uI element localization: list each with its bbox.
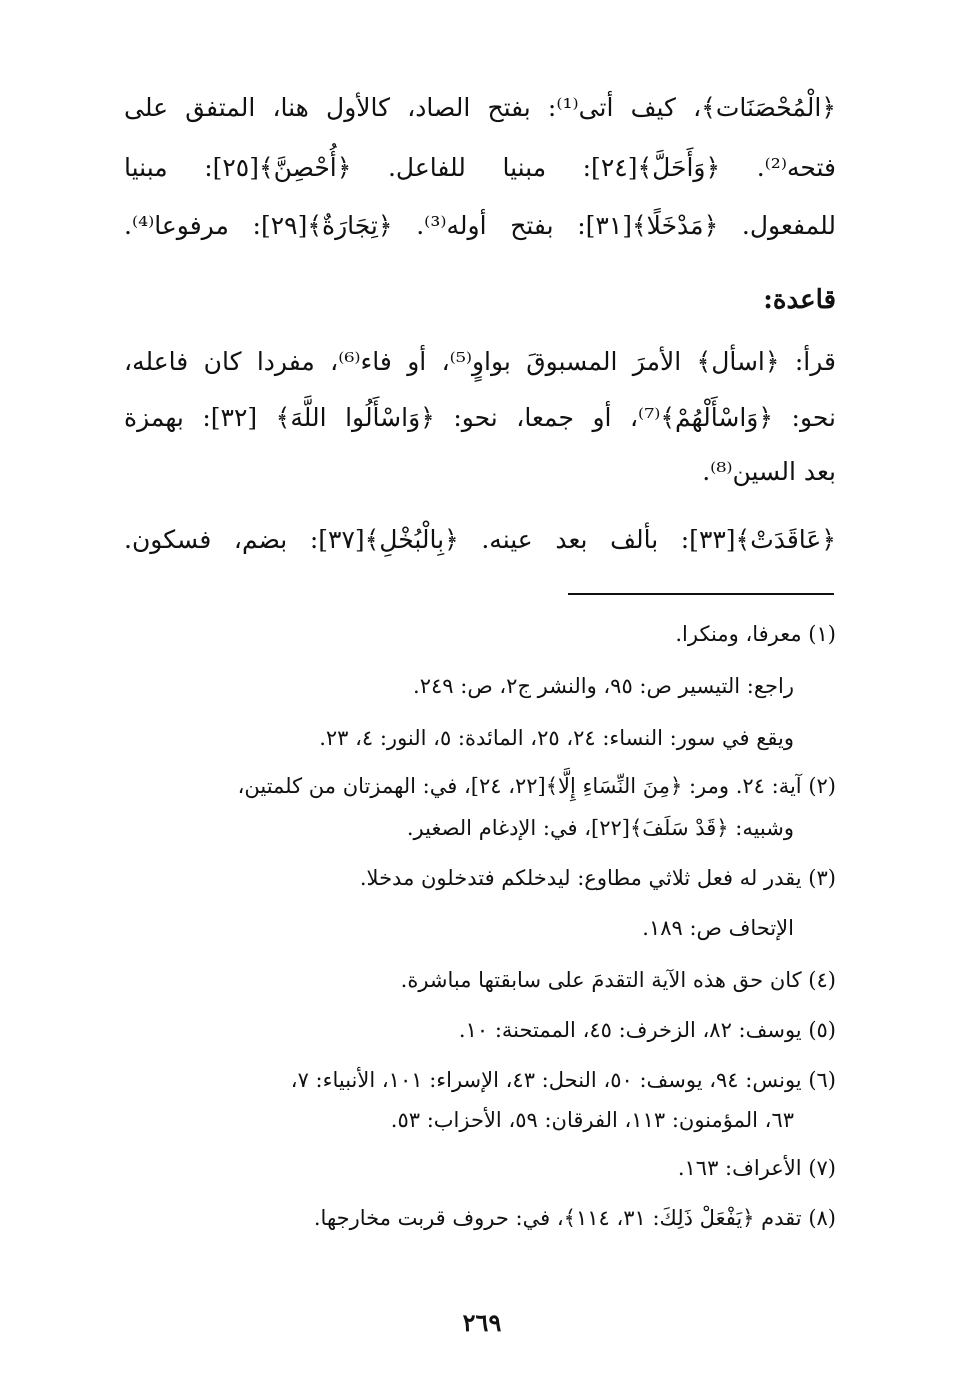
page-number: ٢٦٩ <box>462 1308 502 1337</box>
footnote-line: (٢) آية: ٢٤. ومر: ﴿مِنَ النِّسَاءِ إِلَّا﴾[٢٢، ٢٤]، في: الهمزتان من كلمتين، <box>237 774 836 798</box>
footnote-line: (٣) يقدر له فعل ثلاثي مطاوع: ليدخلكم فتدخلون مدخلا. <box>359 866 836 890</box>
footnote-line: (١) معرفا، ومنكرا. <box>675 622 836 646</box>
footnote-line: ٦٣، المؤمنون: ١١٣، الفرقان: ٥٩، الأحزاب: ٥٣. <box>390 1108 794 1132</box>
section-heading: قاعدة: <box>763 285 836 315</box>
footnote-line: راجع: التيسير ص: ٩٥، والنشر ج٢، ص: ٢٤٩. <box>413 674 794 698</box>
body-line: نحو: ﴿وَاسْأَلْهُمْ﴾⁽⁷⁾، أو جمعا، نحو: ﴿وَاسْأَلُوا اللَّهَ﴾ [٣٢]: بهمزة <box>124 403 836 432</box>
footnote-line: (٨) تقدم ﴿يَفْعَلْ ذَلِكَ: ٣١، ١١٤﴾، في: حروف قربت مخارجها. <box>313 1206 836 1230</box>
footnote-line: ويقع في سور: النساء: ٢٤، ٢٥، المائدة: ٥، النور: ٤، ٢٣. <box>319 726 794 750</box>
body-line: قرأ: ﴿اسأل﴾ الأمرَ المسبوقَ بواوٍ⁽⁵⁾، أو فاء⁽⁶⁾، مفردا كان فاعله، <box>124 347 836 376</box>
footnote-line: وشبيه: ﴿قَدْ سَلَفَ﴾[٢٢]، في: الإدغام الصغير. <box>406 816 794 840</box>
body-line: فتحه⁽²⁾. ﴿وَأَحَلَّ﴾[٢٤]: مبنيا للفاعل. ﴿أُحْصِنَّ﴾[٢٥]: مبنيا <box>124 153 836 182</box>
body-line: بعد السين⁽⁸⁾. <box>702 457 836 486</box>
footnote-line: (٦) يونس: ٩٤، يوسف: ٥٠، النحل: ٤٣، الإسراء: ١٠١، الأنبياء: ٧، <box>290 1068 836 1092</box>
body-line: ﴿عَاقَدَتْ﴾[٣٣]: بألف بعد عينه. ﴿بِالْبُخْلِ﴾[٣٧]: بضم، فسكون. <box>124 525 836 554</box>
footnote-line: (٥) يوسف: ٨٢، الزخرف: ٤٥، الممتحنة: ١٠. <box>458 1018 836 1042</box>
footnote-line: الإتحاف ص: ١٨٩. <box>642 916 794 940</box>
body-line: للمفعول. ﴿مَدْخَلًا﴾[٣١]: بفتح أوله⁽³⁾. ﴿تِجَارَةٌ﴾[٢٩]: مرفوعا⁽⁴⁾. <box>124 211 836 240</box>
footnote-line: (٧) الأعراف: ١٦٣. <box>677 1156 836 1180</box>
footnote-separator <box>568 593 834 595</box>
body-line: ﴿الْمُحْصَنَات﴾، كيف أتى⁽¹⁾: بفتح الصاد، كالأول هنا، المتفق على <box>124 93 836 122</box>
footnote-line: (٤) كان حق هذه الآية التقدمَ على سابقتها مباشرة. <box>400 968 836 992</box>
